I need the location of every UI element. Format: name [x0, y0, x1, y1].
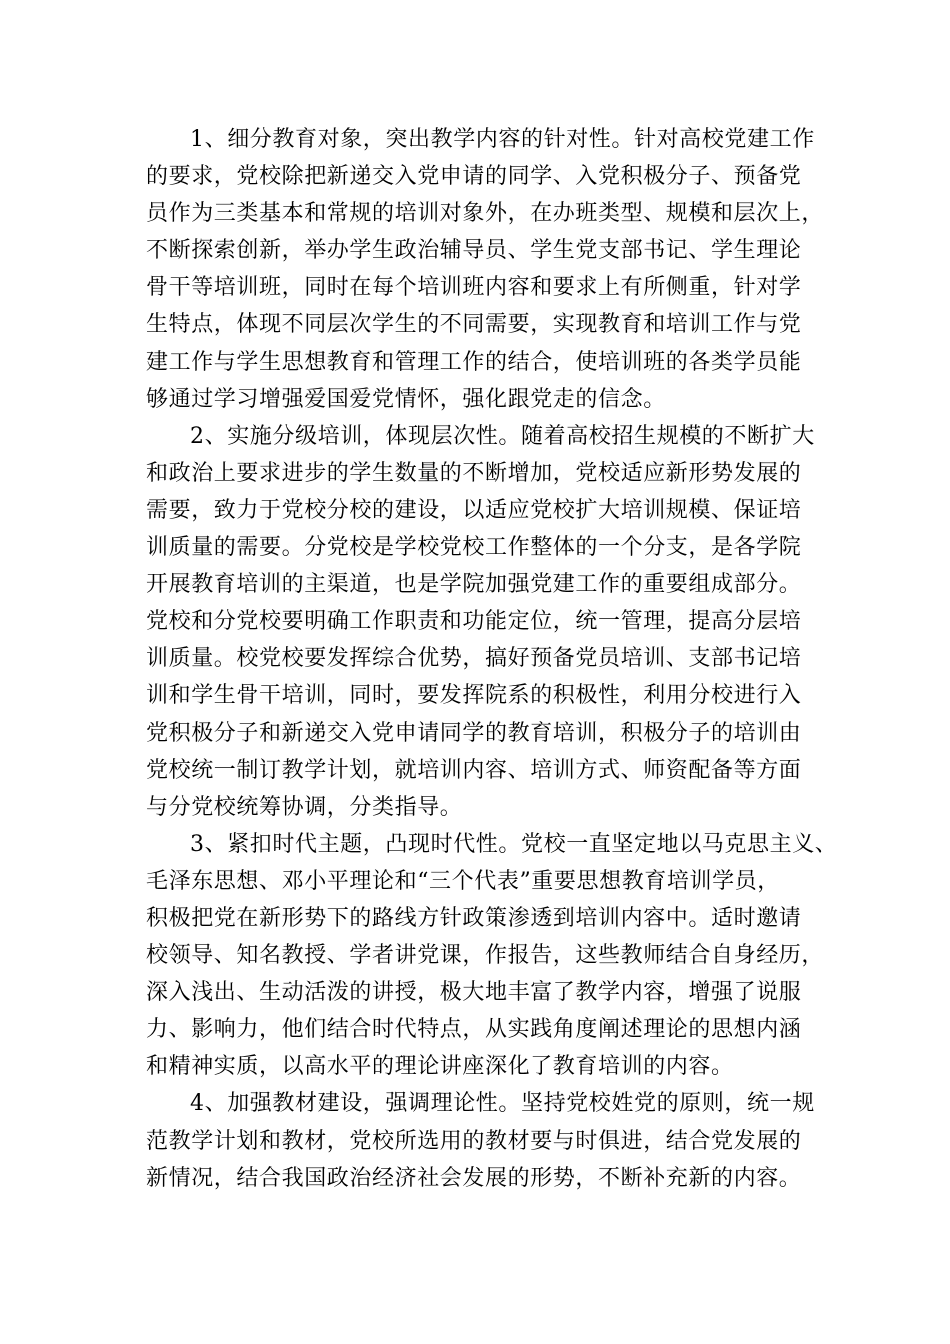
paragraph-line: 生特点，体现不同层次学生的不同需要，实现教育和培训工作与党	[146, 312, 802, 338]
paragraph-line: 积极把党在新形势下的路线方针政策渗透到培训内容中。适时邀请	[146, 905, 802, 931]
paragraph-line: 训质量的需要。分党校是学校党校工作整体的一个分支，是各学院	[146, 535, 802, 561]
paragraph-line: 员作为三类基本和常规的培训对象外，在办班类型、规模和层次上，	[146, 201, 825, 227]
paragraph-line: 4、加强教材建设，强调理论性。坚持党校姓党的原则，统一规	[190, 1091, 815, 1117]
paragraph-4	[146, 1085, 826, 1196]
paragraph-line: 新情况，结合我国政治经济社会发展的形势，不断补充新的内容。	[146, 1165, 802, 1191]
paragraph-line: 的要求，党校除把新递交入党申请的同学、入党积极分子、预备党	[146, 164, 802, 190]
paragraph-line: 1、细分教育对象，突出教学内容的针对性。针对高校党建工作	[190, 127, 815, 152]
paragraph-line: 党积极分子和新递交入党申请同学的教育培训，积极分子的培训由	[146, 720, 802, 746]
paragraph-line: 范教学计划和教材，党校所选用的教材要与时俱进，结合党发展的	[146, 1128, 802, 1154]
paragraph-3	[146, 826, 838, 1086]
paragraph-line: 不断探索创新，举办学生政治辅导员、学生党支部书记、学生理论	[146, 238, 802, 264]
paragraph-line: 和政治上要求进步的学生数量的不断增加，党校适应新形势发展的	[146, 460, 802, 486]
paragraph-line: 深入浅出、生动活泼的讲授，极大地丰富了教学内容，增强了说服	[146, 980, 802, 1006]
paragraph-line: 训和学生骨干培训，同时，要发挥院系的积极性，利用分校进行入	[146, 683, 802, 709]
paragraph-line: 需要，致力于党校分校的建设，以适应党校扩大培训规模、保证培	[146, 497, 802, 523]
paragraph-line: 2、实施分级培训，体现层次性。随着高校招生规模的不断扩大	[190, 423, 815, 449]
paragraph-line: 毛泽东思想、邓小平理论和“三个代表”重要思想教育培训学员，	[146, 868, 780, 894]
paragraph-line: 骨干等培训班，同时在每个培训班内容和要求上有所侧重，针对学	[146, 275, 802, 301]
paragraph-line: 与分党校统筹协调，分类指导。	[146, 794, 463, 820]
paragraph-line: 党校统一制订教学计划，就培训内容、培训方式、师资配备等方面	[146, 757, 802, 783]
paragraph-line: 校领导、知名教授、学者讲党课，作报告，这些教师结合自身经历，	[146, 943, 825, 969]
paragraph-line: 3、紧扣时代主题，凸现时代性。党校一直坚定地以马克思主义、	[190, 831, 838, 857]
document-body	[146, 121, 838, 1197]
paragraph-line: 开展教育培训的主渠道，也是学院加强党建工作的重要组成部分。	[146, 572, 802, 598]
paragraph-2	[146, 418, 826, 826]
paragraph-line: 和精神实质，以高水平的理论讲座深化了教育培训的内容。	[146, 1054, 734, 1080]
paragraph-line: 够通过学习增强爱国爱党情怀，强化跟党走的信念。	[146, 386, 666, 412]
paragraph-line: 训质量。校党校要发挥综合优势，搞好预备党员培训、支部书记培	[146, 646, 802, 672]
paragraph-line: 党校和分党校要明确工作职责和功能定位，统一管理，提高分层培	[146, 609, 802, 635]
paragraph-line: 建工作与学生思想教育和管理工作的结合，使培训班的各类学员能	[146, 349, 802, 375]
paragraph-1	[146, 121, 826, 418]
paragraph-line: 力、影响力，他们结合时代特点，从实践角度阐述理论的思想内涵	[146, 1017, 802, 1043]
